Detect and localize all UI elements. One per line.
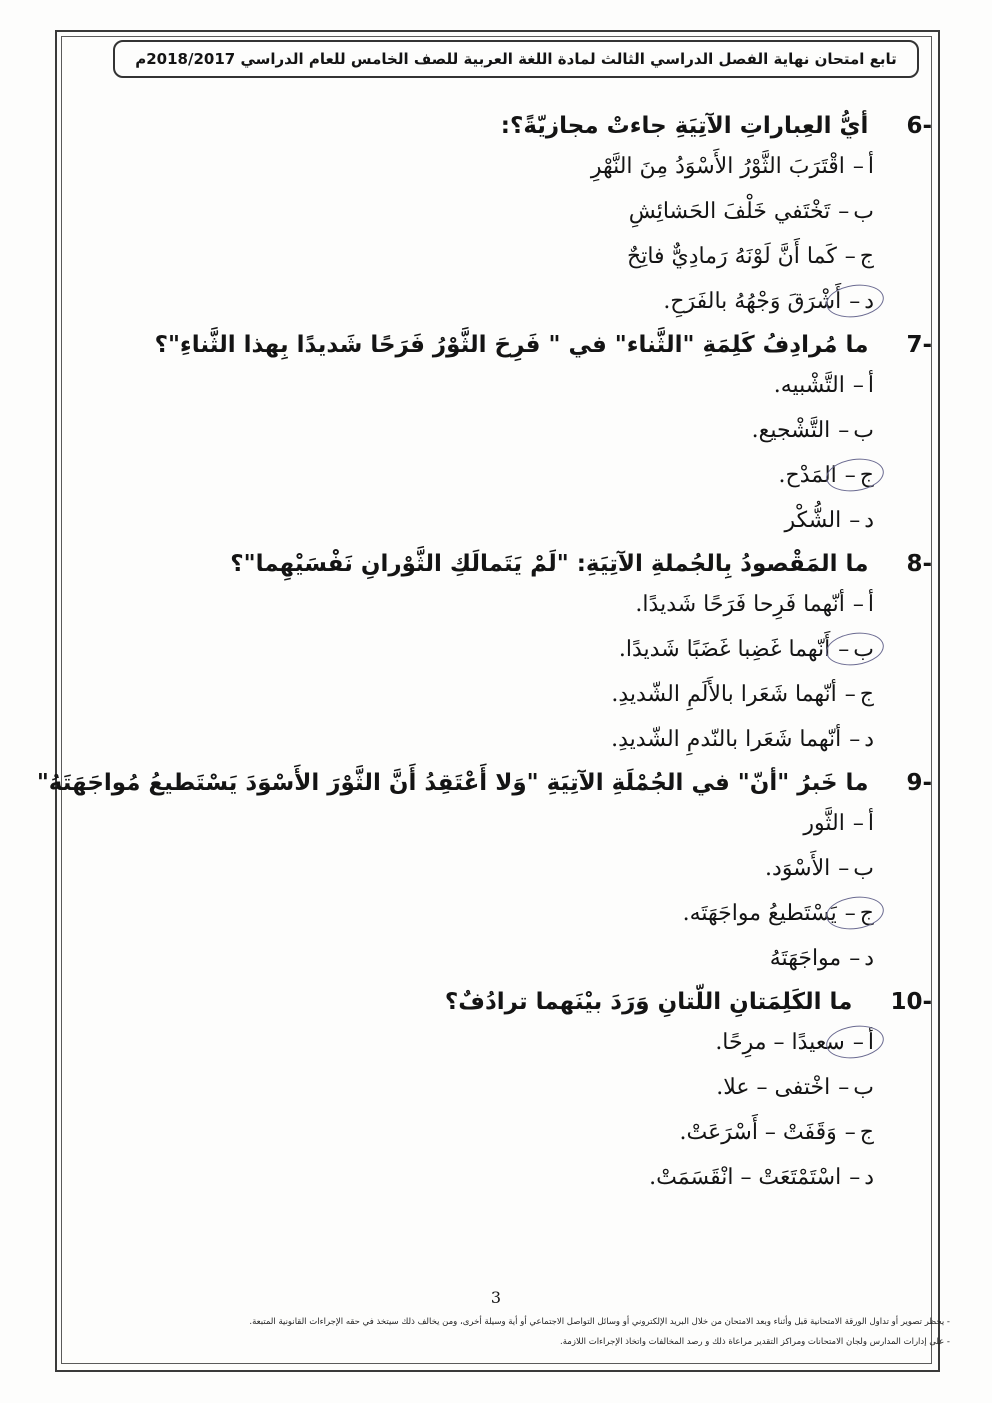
answer-option — [112, 234, 874, 279]
answer-options — [112, 1020, 874, 1200]
question-text: ما مُرادِفُ كَلِمَةِ "الثَّناء" في " فَرِحَ الثَّوْرُ فَرَحًا شَديدًا بِهذا الثَّناءِ"؟ — [154, 332, 869, 358]
option-text: يَسْتَطيعُ مواجَهَتَه. — [682, 901, 837, 926]
option-letter: ب — [853, 418, 874, 443]
option-dash: – — [844, 244, 856, 269]
question — [112, 108, 932, 144]
option-dash: – — [838, 199, 850, 224]
option-dash: – — [852, 373, 864, 398]
answer-option — [112, 801, 874, 846]
option-dash: – — [849, 727, 861, 752]
option-dash: – — [849, 508, 861, 533]
option-dash: – — [838, 637, 850, 662]
option-text: اسْتَمْتَعَتْ – انْقَسَمَتْ. — [649, 1165, 842, 1190]
answer-option — [112, 717, 874, 762]
option-text: التَّشْجيع. — [751, 418, 831, 443]
option-text: المَدْح. — [778, 463, 837, 488]
option-letter: ب — [853, 856, 874, 881]
answer-option — [112, 936, 874, 981]
option-letter: أ — [867, 592, 874, 617]
footer-line-1: - يحظر تصوير أو تداول الورقة الامتحانية قبل وأثناء وبعد الامتحان من خلال البريد الإلكتروني أو وسائل التواصل الاجتماعي أو أية وسيلة أخرى، ومن يخالف ذلك سيتخذ في حقه الإجراءات القانونية المتبعة. — [249, 1317, 950, 1327]
option-text: الأَسْوَد. — [765, 856, 831, 881]
option-letter: ج — [859, 1120, 874, 1145]
option-dash: – — [849, 289, 861, 314]
question-text: ما خَبرُ "أنّ" في الجُمْلَةِ الآتِيَةِ "وَلا أَعْتَقِدُ أَنَّ الثَّوْرَ الأَسْوَدَ يَسْتَطيعُ مُواجَهَتَهُ" — [36, 770, 869, 796]
option-letter: أ — [867, 154, 874, 179]
option-dash: – — [844, 682, 856, 707]
questions-section — [36, 102, 932, 1200]
question — [36, 765, 932, 801]
answer-option-selected — [112, 453, 874, 498]
option-letter: ج — [859, 244, 874, 269]
option-dash: – — [838, 1075, 850, 1100]
answer-option — [112, 189, 874, 234]
option-letter: د — [864, 279, 874, 324]
option-dash: – — [849, 1165, 861, 1190]
answer-option-selected — [112, 1020, 874, 1065]
option-dash: – — [852, 1030, 864, 1055]
answer-option — [112, 846, 874, 891]
option-text: أنّهما شَعَرا بالنّدمِ الشّديدِ. — [611, 727, 842, 752]
question-text: أيُّ العِباراتِ الآتِيَةِ جاءتْ مجازيّةً؟: — [500, 113, 869, 139]
option-dash: – — [838, 856, 850, 881]
option-dash: – — [852, 811, 864, 836]
answer-options — [112, 144, 874, 324]
answer-option — [112, 1110, 874, 1155]
answer-option — [112, 582, 874, 627]
option-text: أنّهما شَعَرا بالأَلَمِ الشّديدِ. — [611, 682, 837, 707]
question-number: 10- — [890, 989, 932, 1015]
answer-option — [112, 408, 874, 453]
exam-header-title: تابع امتحان نهاية الفصل الدراسي الثالث لمادة اللغة العربية للصف الخامس للعام الدراسي 2018/2017م — [135, 50, 897, 68]
option-text: الشُّكْر — [784, 508, 842, 533]
question-number: 9- — [906, 770, 932, 796]
option-letter: د — [864, 946, 874, 971]
option-letter: ب — [853, 199, 874, 224]
option-text: أنّهما فَرِحا فَرَحًا شَديدًا. — [635, 592, 845, 617]
answer-option-selected — [112, 891, 874, 936]
answer-option — [112, 498, 874, 543]
option-letter: د — [864, 727, 874, 752]
footer-notice — [50, 1312, 950, 1352]
option-letter: د — [864, 1165, 874, 1190]
option-text: أَشْرَقَ وَجْهُهُ بالفَرَحِ. — [663, 289, 842, 314]
page-number: 3 — [490, 1288, 502, 1307]
option-text: اخْتفى – علا. — [716, 1075, 831, 1100]
option-text: التَّشْبيه. — [773, 373, 845, 398]
option-text: مواجَهَتَهُ — [769, 946, 842, 971]
option-text: اقْتَرَبَ الثَّوْرُ الأَسْوَدُ مِنَ النَّهْرِ — [590, 154, 845, 179]
question-number: 8- — [906, 551, 932, 577]
question — [112, 327, 932, 363]
answer-options — [112, 363, 874, 543]
option-letter: ب — [853, 1075, 874, 1100]
option-text: الثَّور — [803, 811, 845, 836]
option-letter: ج — [860, 453, 874, 498]
option-dash: – — [852, 154, 864, 179]
answer-option — [112, 1065, 874, 1110]
option-letter: أ — [867, 811, 874, 836]
question — [112, 546, 932, 582]
exam-header — [113, 40, 919, 78]
question-number: 7- — [906, 332, 932, 358]
option-text: كَما أَنَّ لَوْنَهُ رَمادِيٌّ فاتِحٌ — [627, 244, 837, 269]
option-text: تَخْتَفي خَلْفَ الحَشائِشِ — [628, 199, 831, 224]
footer-line-2: - على إدارات المدارس ولجان الامتحانات ومراكز التقدير مراعاة ذلك و رصد المخالفات واتخاذ الإجراءات اللازمة. — [560, 1337, 950, 1347]
question — [112, 984, 932, 1020]
option-dash: – — [849, 946, 861, 971]
option-letter: ب — [853, 627, 874, 672]
option-dash: – — [844, 901, 856, 926]
answer-options — [112, 582, 874, 762]
answer-option — [112, 1155, 874, 1200]
option-letter: أ — [868, 1020, 874, 1065]
answer-option — [112, 144, 874, 189]
option-letter: ج — [860, 891, 874, 936]
option-dash: – — [844, 1120, 856, 1145]
question-text: ما الكَلِمَتانِ اللّتانِ وَرَدَ بيْنَهما ترادُفٌ؟ — [444, 989, 853, 1015]
option-dash: – — [844, 463, 856, 488]
answer-options — [112, 801, 874, 981]
option-dash: – — [852, 592, 864, 617]
option-text: سعيدًا – مرِحًا. — [715, 1030, 845, 1055]
option-letter: ج — [859, 682, 874, 707]
question-text: ما المَقْصودُ بِالجُملةِ الآتِيَةِ: "لَمْ يَتَمالَكِ الثَّوْرانِ نَفْسَيْهِما"؟ — [230, 551, 869, 577]
question-number: 6- — [906, 113, 932, 139]
option-text: وَقَفَتْ – أَسْرَعَتْ. — [679, 1120, 837, 1145]
option-letter: أ — [867, 373, 874, 398]
answer-option — [112, 363, 874, 408]
option-letter: د — [864, 508, 874, 533]
answer-option-selected — [112, 627, 874, 672]
option-text: أَنّهما غَضِبا غَضَبًا شَديدًا. — [618, 637, 831, 662]
answer-option — [112, 672, 874, 717]
option-dash: – — [838, 418, 850, 443]
answer-option-selected — [112, 279, 874, 324]
